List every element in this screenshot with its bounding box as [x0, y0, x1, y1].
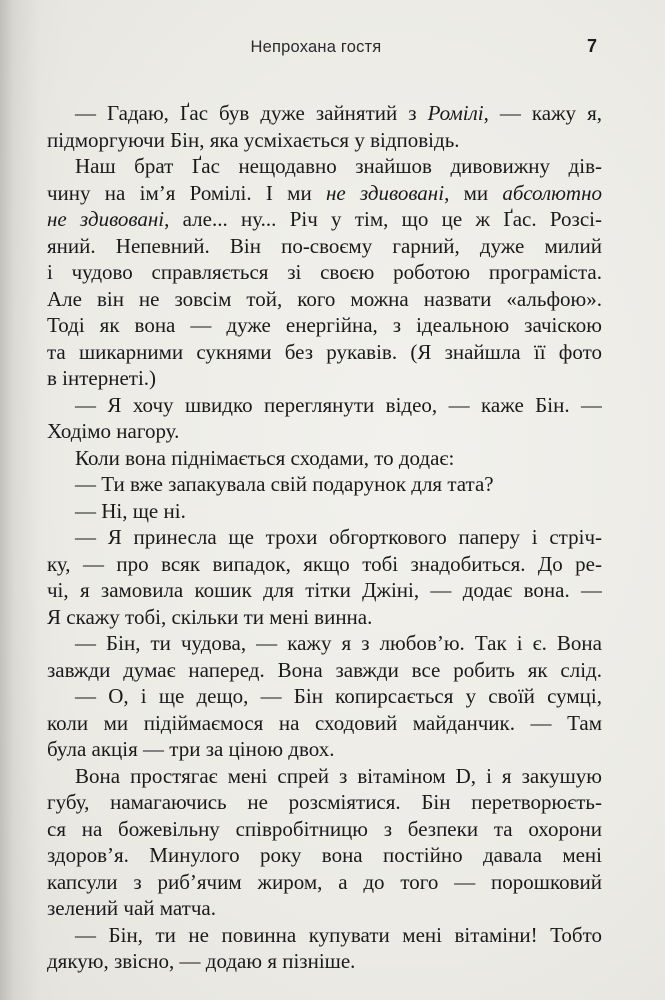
text-line: та шикарними сукнями без рукавів. (Я знайшла її фото	[47, 339, 602, 364]
text-line: — Ти вже запакувала свій подарунок для тата?	[75, 472, 494, 496]
page-number: 7	[586, 36, 597, 56]
text-line: — Гадаю, Ґас був дуже зайнятий з Ромілі, — кажу я,	[75, 101, 602, 125]
emphasis: не здивовані	[47, 207, 165, 231]
text-line: завжди думає наперед. Вона завжди все робить як слід.	[47, 657, 602, 682]
text-line: — Ні, ще ні.	[75, 498, 186, 523]
text-line: чі, я замовила кошик для тітки Джіні, — додає вона. —	[47, 578, 602, 602]
text-line: — О, і ще дещо, — Бін копирсається у своїй сумці,	[75, 684, 602, 708]
emphasis: Ромілі	[427, 101, 484, 125]
text-line: дякую, звісно, — додаю я пізніше.	[47, 949, 356, 973]
text-line: — Я хочу швидко переглянути відео, — каже Бін. —	[75, 392, 602, 417]
text-line: — Я принесла ще трохи обгорткового паперу і стріч-	[75, 525, 602, 549]
emphasis: не здивовані	[325, 180, 445, 205]
text-line: здоров’я. Минулого року вона постійно давала мені	[47, 843, 602, 867]
text-line: Коли вона піднімається сходами, то додає:	[75, 445, 455, 470]
text-line: Але він не зовсім той, кого можна назвати «альфою».	[47, 286, 602, 311]
text-line: коли ми підіймаємося на сходовий майданчик. — Там	[47, 710, 602, 735]
text-line: в інтернеті.)	[47, 366, 157, 390]
body-text	[47, 100, 602, 975]
text-line: Я скажу тобі, скільки ти мені винна.	[47, 604, 373, 629]
text-line: ся на божевільну співробітницю з безпеки та охорони	[47, 816, 602, 841]
text-line: Тоді як вона — дуже енергійна, з ідеальною зачіскою	[47, 313, 602, 337]
text-line: — Бін, ти чудова, — кажу я з любов’ю. Так і є. Вона	[75, 631, 602, 655]
text-line: капсули з риб’ячим жиром, а до того — порошковий	[47, 869, 602, 894]
text-line: Ходімо нагору.	[47, 419, 180, 443]
text-line: Вона простягає мені спрей з вітаміном D, і я закушую	[75, 763, 602, 788]
text-line: і чудово справляється зі своєю роботою програміста.	[47, 260, 602, 284]
text-line: була акція — три за ціною двох.	[47, 737, 335, 761]
text-line: Наш брат Ґас нещодавно знайшов дивовижну дів-	[75, 154, 602, 178]
text-line: яний. Непевний. Він по-своєму гарний, дуже милий	[47, 233, 602, 258]
running-title: Непрохана гостя	[250, 38, 382, 56]
emphasis: абсолютно	[502, 180, 602, 205]
text-line: — Бін, ти не повинна купувати мені вітаміни! Тобто	[75, 922, 602, 947]
text-line: ку, — про всяк випадок, якщо тобі знадобиться. До ре-	[47, 551, 602, 576]
text-line: підморгуючи Бін, яка усміхається у відповідь.	[47, 127, 460, 152]
text-line: не здивовані, але... ну... Річ у тім, що це ж Ґас. Розсі-	[47, 207, 602, 231]
text-line: чину на ім’я Ромілі. І ми не здивовані, ми абсолютно	[47, 180, 602, 205]
text-line: зелений чай матча.	[47, 896, 216, 920]
text-line: губу, намагаючись не розсміятися. Бін перетворюєть-	[47, 790, 602, 814]
